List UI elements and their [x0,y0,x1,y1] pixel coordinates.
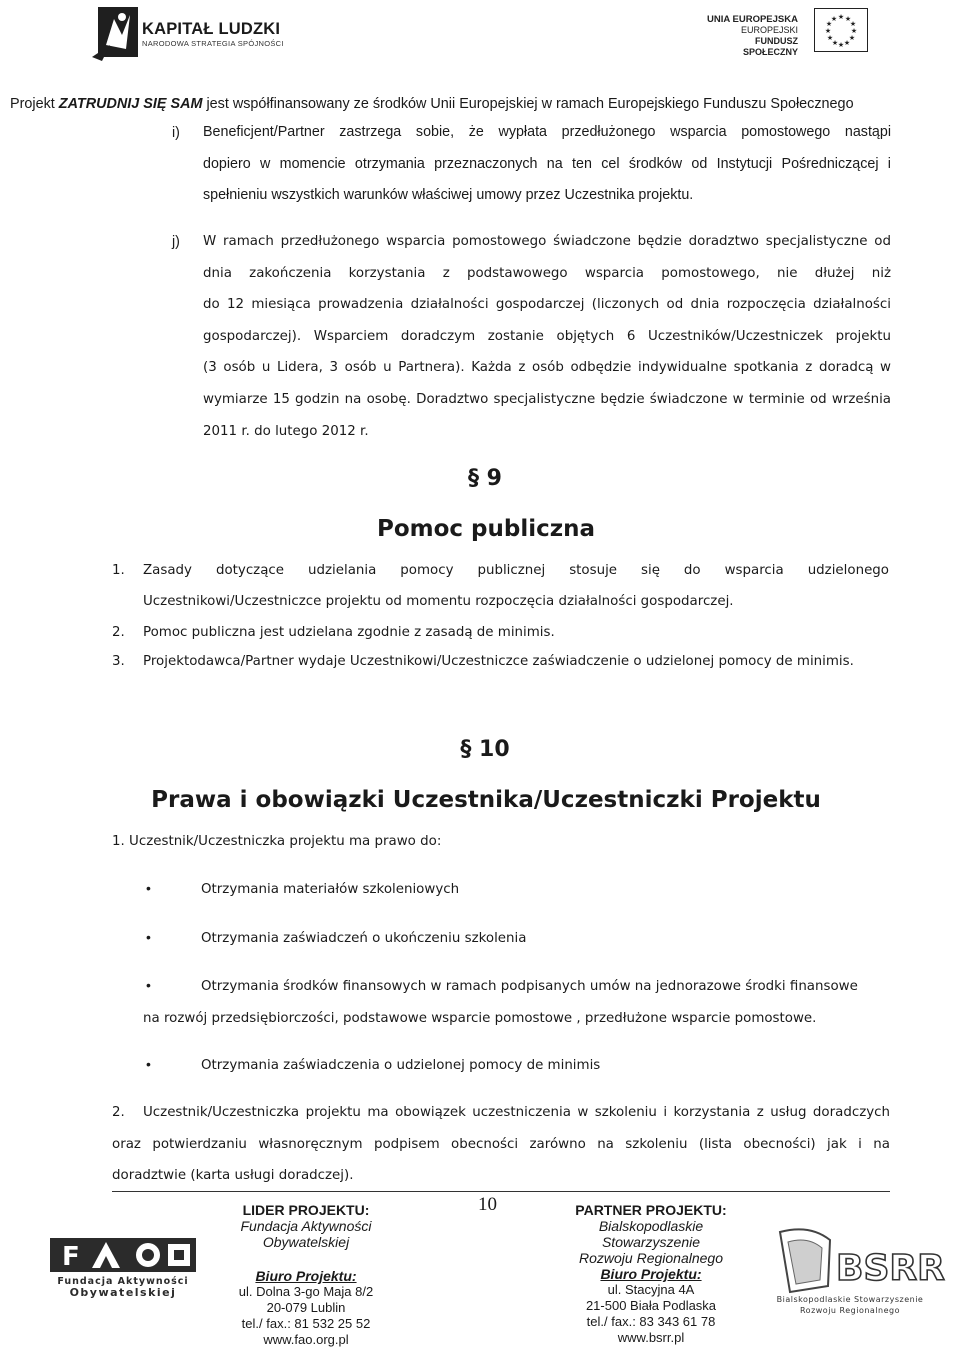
kapital-ludzki-title: KAPITAŁ LUDZKI [142,20,281,38]
bullet-icon: • [146,977,151,993]
partner-addr-1: ul. Stacyjna 4A [607,1282,695,1297]
partner-heading: PARTNER PROJEKTU: [575,1202,727,1218]
s10-item-1: 1. Uczestnik/Uczestniczka projektu ma prawo do: [112,834,442,849]
partner-www: www.bsrr.pl [617,1330,685,1345]
partner-name-1: Bialskopodlaskie [598,1218,704,1234]
page-number: 10 [478,1194,497,1215]
fao-logo-line-2: Obywatelskiej [69,1286,177,1299]
project-suffix: jest współfinansowany ze środków Unii Europejskiej w ramach Europejskiego Funduszu Społecznego [202,96,854,112]
s9-item-1-line-1: Zasady dotyczące udzielania pomocy publicznej stosuje się do wsparcia udzielonego [143,563,889,578]
svg-text:BSRR: BSRR [836,1248,945,1289]
lider-www: www.fao.org.pl [263,1332,349,1347]
project-name: ZATRUDNIJ SIĘ SAM [58,96,203,112]
fao-logo [50,1234,196,1298]
svg-text:★: ★ [844,15,852,23]
item-j-line-7: 2011 r. do lutego 2012 r. [203,423,369,439]
svg-text:★: ★ [837,13,845,21]
item-i-line-2: dopiero w momencie otrzymania przeznaczonych na ten cel środków od Instytucji Pośredniczącej i [203,155,891,172]
ue-label [706,14,798,58]
ue-line-1: UNIA EUROPEJSKA [707,14,798,25]
svg-text:★: ★ [850,27,858,35]
s10-bullet-1: Otrzymania materiałów szkoleniowych [201,882,460,897]
eu-flag-icon [814,8,868,52]
item-i-line-1: Beneficjent/Partner zastrzega sobie, że wypłata przedłużonego wsparcia pomostowego nastąpi [203,124,891,140]
item-j-label: j) [172,234,180,250]
partner-addr-2: 21-500 Biała Podlaska [585,1298,717,1313]
lider-phone: tel./ fax.: 81 532 25 52 [241,1316,371,1331]
item-j-line-3: do 12 miesiąca prowadzenia działalności gospodarczej (liczonych od dnia rozpoczęcia działalności [203,297,891,313]
lider-addr-1: ul. Dolna 3-go Maja 8/2 [238,1284,374,1299]
section-9-number: § 9 [468,466,502,491]
svg-text:★: ★ [837,41,845,49]
lider-heading: LIDER PROJEKTU: [242,1202,370,1218]
svg-text:★: ★ [843,39,851,47]
section-10-title: Prawa i obowiązki Uczestnika/Uczestniczki Projektu [151,787,821,813]
lider-addr-2: 20-079 Lublin [266,1300,346,1315]
s10-bullet-2: Otrzymania zaświadczeń o ukończeniu szkolenia [201,931,527,946]
svg-text:★: ★ [825,20,833,28]
svg-text:★: ★ [831,39,839,47]
item-j-line-2: dnia zakończenia korzystania z podstawowego wsparcia pomostowego, nie dłużej niż [203,265,891,281]
bsrr-logo-line-1: Bialskopodlaskie Stowarzyszenie [776,1295,924,1304]
section-10-number: § 10 [460,737,510,762]
item-j-line-4: gospodarczej). Wsparciem doradczym zostanie objętych 6 Uczestników/Uczestniczek projektu [203,328,891,344]
bullet-icon: • [146,929,151,945]
svg-text:★: ★ [849,20,857,28]
partner-name-2: Stowarzyszenie [601,1234,701,1250]
item-j-text [203,226,891,447]
item-j-line-6: wymiarze 15 godzin na osobę. Doradztwo specjalistyczne będzie świadczone w terminie od września [203,391,891,407]
s10-bullet-3-continuation: na rozwój przedsiębiorczości, podstawowe wsparcie pomostowe , przedłużone wsparcie pomostowe. [143,1011,817,1026]
bullet-icon: • [146,880,151,896]
lider-name-2: Obywatelskiej [262,1234,350,1250]
section-9-title: Pomoc publiczna [376,516,596,542]
lider-name-1: Fundacja Aktywności [240,1218,372,1234]
partner-name-3: Rozwoju Regionalnego [579,1250,723,1266]
project-prefix: Projekt [10,96,59,112]
item-i-label: i) [172,125,180,141]
s9-item-1-num: 1. [112,563,125,578]
project-cofinancing-line [10,96,950,112]
partner-phone: tel./ fax.: 83 343 61 78 [586,1314,716,1329]
s10-item-2-num: 2. [112,1105,125,1120]
s9-item-2-text: Pomoc publiczna jest udzielana zgodnie z zasadą de minimis. [143,625,555,640]
s9-item-1-line-2: Uczestnikowi/Uczestniczce projektu od momentu rozpoczęcia działalności gospodarczej. [143,594,734,609]
fao-logo-line-1: Fundacja Aktywności [57,1276,189,1287]
item-i-line-3: spełnieniu wszystkich warunków właściwej umowy przez Uczestnika projektu. [203,187,694,204]
s10-item-2-line-2: oraz potwierdzaniu własnoręcznym podpisem obecności zarówno na szkoleniu (lista obecności) jak i na [112,1137,890,1152]
svg-text:★: ★ [830,15,838,23]
item-j-line-5: (3 osób u Lidera, 3 osób u Partnera). Każda z osób odbędzie indywidualne spotkania z doradcą w [203,360,891,376]
s9-item-2-num: 2. [112,625,125,640]
ue-line-3: FUNDUSZ SPOŁECZNY [742,36,798,57]
s10-item-2-line-3: doradztwie (karta usługi doradczej). [112,1168,354,1183]
item-i-text [203,117,891,212]
s10-item-2-line-1: Uczestnik/Uczestniczka projektu ma obowiązek uczestniczenia w szkoleniu i korzystania z usług doradczych [143,1105,890,1120]
s10-bullet-3: Otrzymania środków finansowych w ramach podpisanych umów na jednorazowe środki finansowe [201,979,858,994]
item-j-line-1: W ramach przedłużonego wsparcia pomostowego świadczone będzie doradztwo specjalistyczne od [203,234,891,249]
svg-text:★: ★ [848,34,856,42]
svg-text:F: F [62,1242,80,1272]
partner-block [562,1202,740,1346]
footer-divider [112,1191,890,1192]
bsrr-logo [770,1222,945,1318]
lider-office: Biuro Projektu: [255,1268,357,1284]
lider-block [220,1202,392,1348]
svg-text:★: ★ [826,34,834,42]
partner-office: Biuro Projektu: [600,1266,702,1282]
s9-item-3-text: Projektodawca/Partner wydaje Uczestnikowi/Uczestniczce zaświadczenie o udzielonej pomocy de minimis. [143,654,854,669]
s9-item-3-num: 3. [112,654,125,669]
bullet-icon: • [146,1056,151,1072]
ue-line-2: EUROPEJSKI [740,25,798,35]
kapital-ludzki-subtitle: NARODOWA STRATEGIA SPÓJNOŚCI [142,39,284,48]
bsrr-logo-line-2: Rozwoju Regionalnego [799,1306,901,1315]
svg-text:★: ★ [824,27,832,35]
s10-bullet-4: Otrzymania zaświadczenia o udzielonej pomocy de minimis [201,1058,601,1073]
